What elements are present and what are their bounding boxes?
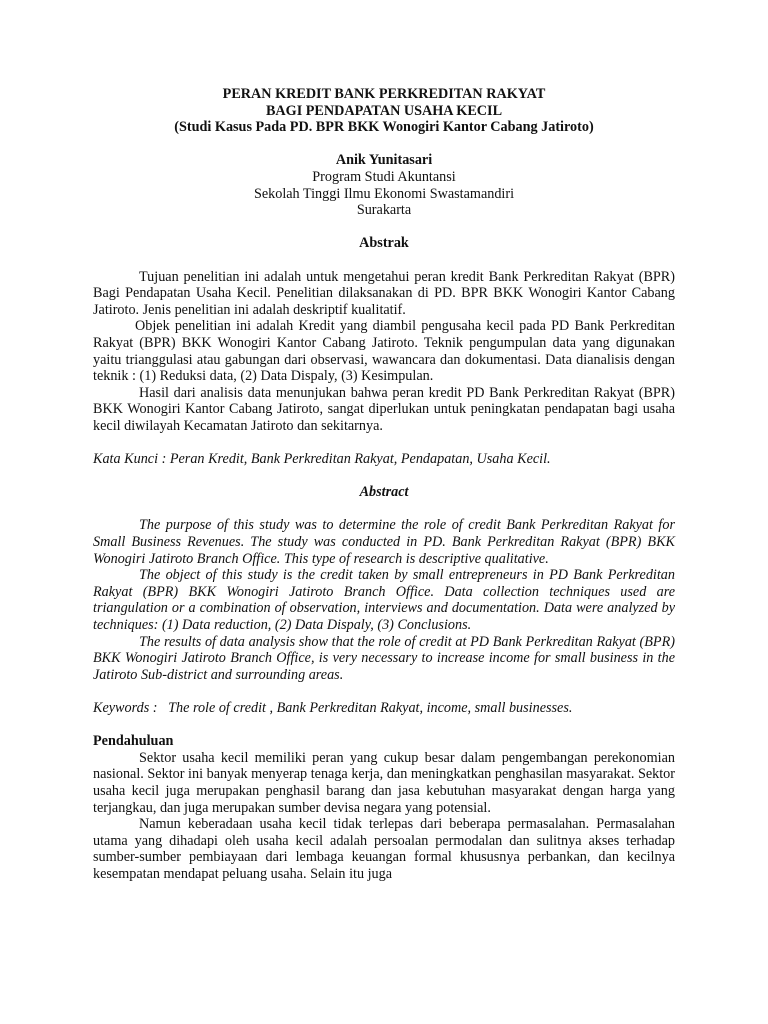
abstrak-keywords: Kata Kunci : Peran Kredit, Bank Perkreditan Rakyat, Pendapatan, Usaha Kecil. <box>93 451 551 468</box>
title-line-3: (Studi Kasus Pada PD. BPR BKK Wonogiri Kantor Cabang Jatiroto) <box>174 119 594 136</box>
pendahuluan-heading: Pendahuluan <box>93 733 174 750</box>
author-name: Anik Yunitasari <box>335 152 433 169</box>
affiliation-line-3: Surakarta <box>356 202 412 219</box>
abstrak-heading: Abstrak <box>359 235 409 252</box>
pendahuluan-paragraph: Namun keberadaan usaha kecil tidak terlepas dari beberapa permasalahan. Permasalahan utama yang dihadapi oleh usaha kecil adalah persoalan permodalan dan sulitnya akses terhadap sumber-sumber pembiayaan dari lembaga keuangan formal khususnya perbankan, dan kecilnya kesempatan mendapat peluang usaha. Selain itu juga <box>93 816 675 882</box>
abstrak-paragraph: Objek penelitian ini adalah Kredit yang diambil pengusaha kecil pada PD Bank Perkreditan Rakyat (BPR) BKK Wonogiri Kantor Cabang Jatiroto. Teknik pengumpulan data yang digunakan yaitu trianggulasi atau gabungan dari observasi, wawancara dan dokumentasi. Data dianalisis dengan teknik : (1) Reduksi data, (2) Data Dispaly, (3) Kesimpulan. <box>93 318 675 385</box>
affiliation <box>93 169 675 219</box>
abstract-heading: Abstract <box>359 484 409 501</box>
paper-page <box>93 86 675 883</box>
pendahuluan-paragraph: Sektor usaha kecil memiliki peran yang cukup besar dalam pengembangan perekonomian nasional. Sektor ini banyak menyerap tenaga kerja, dan meningkatkan penghasilan masyarakat. Sektor usaha kecil juga merupakan penghasil barang dan jasa kebutuhan masyarakat dengan harga yang terjangkau, dan juga merupakan sumber devisa negara yang potensial. <box>93 749 675 816</box>
title-line-1: PERAN KREDIT BANK PERKREDITAN RAKYAT <box>222 86 546 102</box>
abstrak-paragraph: Hasil dari analisis data menunjukan bahwa peran kredit PD Bank Perkreditan Rakyat (BPR) BKK Wonogiri Kantor Cabang Jatiroto, sangat diperlukan untuk peningkatan pendapatan bagi usaha kecil diwilayah Kecamatan Jatiroto dan sekitarnya. <box>93 384 675 434</box>
abstract-paragraph: The results of data analysis show that the role of credit at PD Bank Perkreditan Rakyat (BPR) BKK Wonogiri Jatiroto Branch Office, is very necessary to increase income for small business in the Jatiroto Sub-district and surrounding areas. <box>93 633 675 683</box>
affiliation-line-2: Sekolah Tinggi Ilmu Ekonomi Swastamandiri <box>253 185 515 202</box>
paper-title <box>93 86 675 136</box>
abstract-keywords: Keywords : The role of credit , Bank Perkreditan Rakyat, income, small businesses. <box>93 699 573 716</box>
abstract-paragraph: The object of this study is the credit taken by small entrepreneurs in PD Bank Perkreditan Rakyat (BPR) BKK Wonogiri Jatiroto Branch Office. Data collection techniques used are triangulation or a combination of observation, interviews and documentation. Data were analyzed by techniques: (1) Data reduction, (2) Data Dispaly, (3) Conclusions. <box>93 567 675 633</box>
abstrak-paragraph: Tujuan penelitian ini adalah untuk mengetahui peran kredit Bank Perkreditan Rakyat (BPR) Bagi Pendapatan Usaha Kecil. Penelitian dilaksanakan di PD. BPR BKK Wonogiri Kantor Cabang Jatiroto. Jenis penelitian ini adalah deskriptif kualitatif. <box>93 268 675 318</box>
affiliation-line-1: Program Studi Akuntansi <box>312 168 456 185</box>
title-line-2: BAGI PENDAPATAN USAHA KECIL <box>265 102 503 119</box>
abstract-paragraph: The purpose of this study was to determine the role of credit Bank Perkreditan Rakyat for Small Business Revenues. The study was conducted in PD. Bank Perkreditan Rakyat (BPR) BKK Wonogiri Jatiroto Branch Office. This type of research is descriptive qualitative. <box>93 517 675 567</box>
